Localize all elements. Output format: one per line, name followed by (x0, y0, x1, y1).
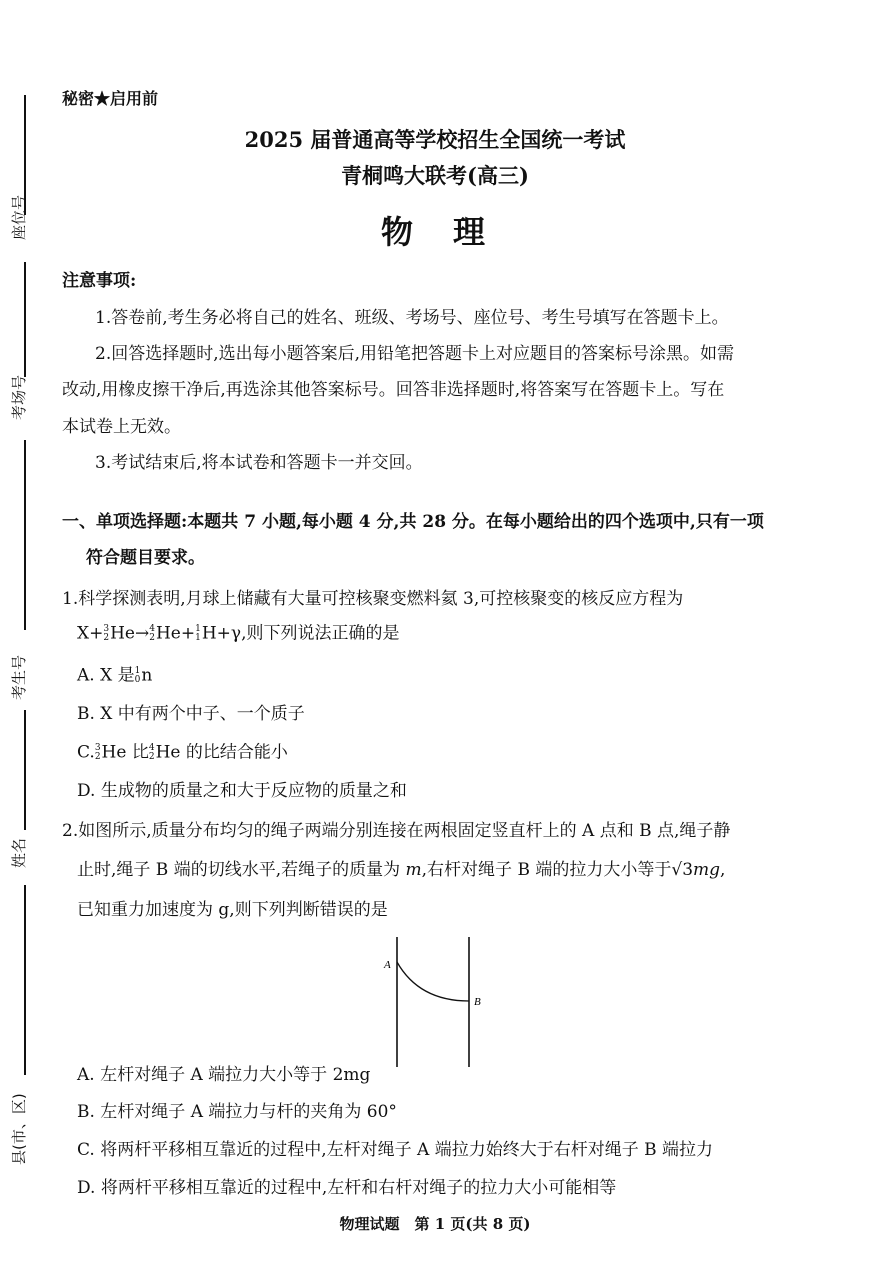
q1-eq-tail: ,则下列说法正确的是 (241, 623, 400, 644)
q1-option-c-post: He 的比结合能小 (155, 742, 288, 763)
page-footer: 物理试题 第 1 页(共 8 页) (339, 1215, 531, 1233)
section-heading-line-2: 符合题目要求。 (86, 548, 205, 568)
q2-stem-2c: , (720, 860, 726, 880)
q2-stem-line-2 (77, 862, 725, 879)
q1-option-c-mid: He 比 (101, 742, 149, 763)
q2-option-d: D. 将两杆平移相互靠近的过程中,左杆和右杆对绳子的拉力大小可能相等 (77, 1178, 617, 1198)
h1-z: 1 (195, 633, 201, 643)
c-he4-mass: 4 (148, 743, 155, 753)
c-he4-z: 2 (148, 752, 155, 762)
q1-option-a-text: A. X 是 (77, 665, 135, 686)
q1-option-a-n: n (141, 665, 153, 686)
binding-line-4 (24, 710, 26, 830)
seat-label: 座位号 (10, 194, 28, 240)
q1-option-b: B. X 中有两个中子、一个质子 (77, 704, 305, 724)
notice-item-1: 1.答卷前,考生务必将自己的姓名、班级、考场号、座位号、考生号填写在答题卡上。 (95, 308, 729, 328)
notice-item-3: 3.考试结束后,将本试卷和答题卡一并交回。 (95, 453, 423, 473)
exam-subtitle: 青桐鸣大联考(高三) (341, 163, 529, 188)
c-he4-nuclide-numbers (149, 744, 155, 762)
q1-eq-h1: H+γ (201, 623, 242, 644)
q1-eq-x: X+ (77, 623, 104, 644)
h1-mass: 1 (195, 624, 201, 634)
q1-option-d: D. 生成物的质量之和大于反应物的质量之和 (77, 781, 407, 801)
q1-option-c (77, 744, 288, 762)
notice-item-2-line-2: 改动,用橡皮擦干净后,再选涂其他答案标号。回答非选择题时,将答案写在答题卡上。写在 (62, 380, 725, 400)
rope-curve (397, 962, 469, 1001)
q2-stem-line-3: 已知重力加速度为 g,则下列判断错误的是 (77, 900, 388, 920)
binding-line-3 (24, 440, 26, 630)
exam-title: 2025 届普通高等学校招生全国统一考试 (244, 127, 626, 152)
name-label: 姓名 (10, 837, 28, 868)
secret-mark: 秘密★启用前 (62, 89, 159, 108)
q1-equation (77, 625, 399, 643)
q2-sqrt3: √3 (671, 860, 694, 880)
point-a-label: A (384, 959, 391, 971)
binding-line-2 (24, 262, 26, 377)
notice-item-2-line-3: 本试卷上无效。 (62, 417, 181, 437)
county-label: 县(市、区) (10, 1093, 28, 1165)
q1-option-a (77, 667, 152, 685)
subject-title: 物 理 (380, 213, 489, 251)
he4-z: 2 (149, 633, 155, 643)
notice-item-2-line-1: 2.回答选择题时,选出每小题答案后,用铅笔把答题卡上对应题目的答案标号涂黑。如需 (95, 344, 735, 364)
c-he3-mass: 3 (94, 743, 101, 753)
he3-z: 2 (103, 633, 110, 643)
q2-stem-line-1: 2.如图所示,质量分布均匀的绳子两端分别连接在两根固定竖直杆上的 A 点和 B 点,绳子静 (62, 821, 731, 841)
q1-stem-line-1: 1.科学探测表明,月球上储藏有大量可控核聚变燃料氦 3,可控核聚变的核反应方程为 (62, 589, 684, 609)
point-b-label: B (474, 996, 481, 1008)
rope-figure (370, 935, 490, 1070)
q2-stem-2a: 止时,绳子 B 端的切线水平,若绳子的质量为 (77, 860, 406, 880)
he3-nuclide-numbers (103, 625, 109, 643)
n-mass: 1 (134, 666, 141, 676)
q1-option-c-prefix: C. (77, 742, 95, 763)
binding-line-5 (24, 885, 26, 1075)
n-z: 0 (134, 675, 141, 685)
he4-mass: 4 (149, 624, 155, 634)
q2-mass-symbol: m (405, 860, 422, 880)
q2-option-b: B. 左杆对绳子 A 端拉力与杆的夹角为 60° (77, 1102, 397, 1122)
q2-option-c: C. 将两杆平移相互靠近的过程中,左杆对绳子 A 端拉力始终大于右杆对绳子 B 端拉力 (77, 1140, 713, 1160)
he3-mass: 3 (103, 624, 110, 634)
q1-eq-he3: He (110, 623, 135, 644)
room-label: 考场号 (10, 374, 28, 420)
notice-title: 注意事项: (62, 271, 137, 291)
examinee-label: 考生号 (10, 654, 28, 700)
c-he3-nuclide-numbers (95, 744, 101, 762)
q2-option-a: A. 左杆对绳子 A 端拉力大小等于 2mg (77, 1065, 371, 1085)
q2-stem-2b: ,右杆对绳子 B 端的拉力大小等于 (421, 860, 672, 880)
neutron-nuclide-numbers (135, 667, 141, 685)
q1-eq-he4: He+ (155, 623, 196, 644)
q1-eq-arrow: → (134, 623, 150, 644)
h1-nuclide-numbers (195, 625, 201, 643)
he4-nuclide-numbers (149, 625, 155, 643)
section-heading-line-1: 一、单项选择题:本题共 7 小题,每小题 4 分,共 28 分。在每小题给出的四个选项中,只有一项 (62, 512, 764, 532)
c-he3-z: 2 (94, 752, 101, 762)
q2-mg: mg (693, 860, 721, 880)
